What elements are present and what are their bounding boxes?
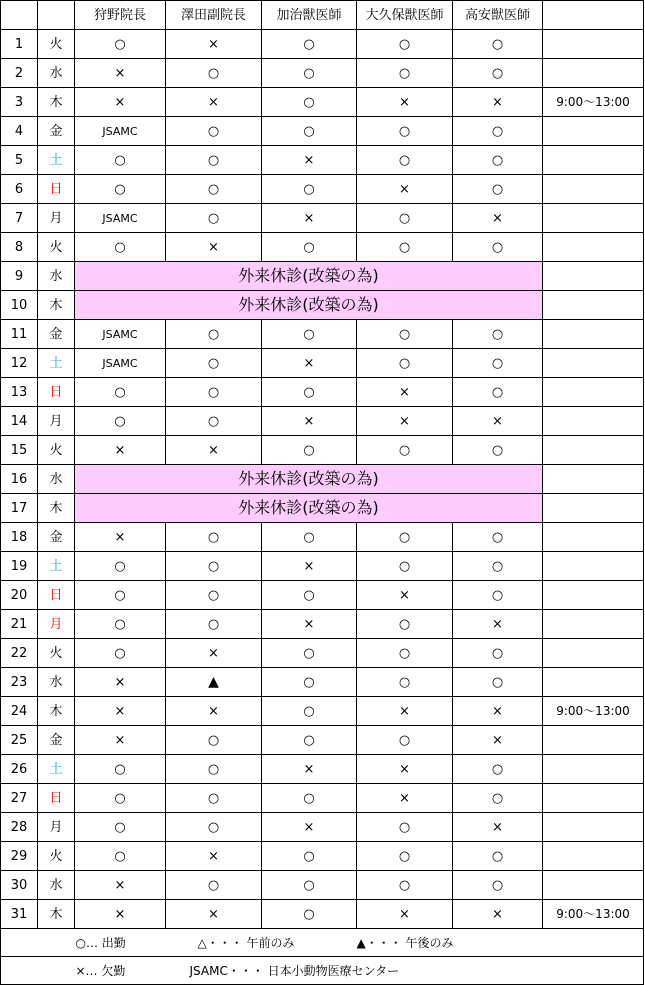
weekday-cell: 木 (38, 88, 75, 117)
date-cell: 15 (1, 436, 38, 465)
day-row (1, 204, 644, 233)
status-cell: ○ (357, 30, 453, 59)
status-cell: ○ (262, 726, 357, 755)
date-cell: 22 (1, 639, 38, 668)
note-cell (543, 436, 644, 465)
date-cell: 1 (1, 30, 38, 59)
header-kaji: 加治獣医師 (262, 1, 357, 30)
status-cell: ○ (357, 523, 453, 552)
header-sawada: 澤田副院長 (166, 1, 262, 30)
date-cell: 3 (1, 88, 38, 117)
closed-notice: 外来休診(改築の為) (75, 494, 543, 523)
note-cell (543, 465, 644, 494)
status-cell: × (75, 668, 166, 697)
weekday-cell: 火 (38, 842, 75, 871)
day-row (1, 726, 644, 755)
status-cell: × (166, 436, 262, 465)
weekday-cell: 木 (38, 697, 75, 726)
status-cell: × (166, 233, 262, 262)
date-cell: 30 (1, 871, 38, 900)
weekday-cell: 日 (38, 784, 75, 813)
status-cell: ○ (453, 30, 543, 59)
day-row (1, 146, 644, 175)
status-cell: ○ (262, 581, 357, 610)
header-note-cell (543, 1, 644, 30)
status-cell: ○ (262, 233, 357, 262)
status-cell: ○ (75, 784, 166, 813)
weekday-cell: 月 (38, 204, 75, 233)
status-cell: JSAMC (75, 320, 166, 349)
weekday-cell: 金 (38, 320, 75, 349)
header-weekday-cell (38, 1, 75, 30)
weekday-cell: 月 (38, 407, 75, 436)
status-cell: ○ (166, 117, 262, 146)
status-cell: ○ (166, 204, 262, 233)
date-cell: 27 (1, 784, 38, 813)
status-cell: ○ (166, 871, 262, 900)
note-cell (543, 407, 644, 436)
status-cell: ○ (453, 755, 543, 784)
status-cell: JSAMC (75, 117, 166, 146)
note-cell: 9:00～13:00 (543, 697, 644, 726)
note-cell (543, 784, 644, 813)
weekday-cell: 金 (38, 117, 75, 146)
status-cell: ○ (453, 349, 543, 378)
status-cell: × (262, 755, 357, 784)
date-cell: 5 (1, 146, 38, 175)
weekday-cell: 水 (38, 465, 75, 494)
date-cell: 12 (1, 349, 38, 378)
status-cell: × (357, 407, 453, 436)
status-cell: ○ (262, 900, 357, 929)
note-cell (543, 233, 644, 262)
status-cell: ○ (166, 552, 262, 581)
day-row (1, 871, 644, 900)
weekday-cell: 木 (38, 900, 75, 929)
weekday-cell: 火 (38, 233, 75, 262)
weekday-cell: 金 (38, 523, 75, 552)
status-cell: × (75, 436, 166, 465)
status-cell: ○ (357, 871, 453, 900)
status-cell: ○ (453, 59, 543, 88)
status-cell: ○ (453, 175, 543, 204)
note-cell (543, 494, 644, 523)
status-cell: ○ (262, 668, 357, 697)
note-cell (543, 30, 644, 59)
note-cell (543, 610, 644, 639)
date-cell: 19 (1, 552, 38, 581)
date-cell: 28 (1, 813, 38, 842)
status-cell: ○ (453, 233, 543, 262)
status-cell: JSAMC (75, 204, 166, 233)
note-cell (543, 668, 644, 697)
status-cell: ○ (262, 117, 357, 146)
status-cell: ○ (75, 755, 166, 784)
status-cell: × (166, 842, 262, 871)
day-row (1, 813, 644, 842)
weekday-cell: 月 (38, 813, 75, 842)
day-row (1, 30, 644, 59)
weekday-cell: 土 (38, 755, 75, 784)
legend-spacer-end (543, 957, 644, 985)
status-cell: ○ (166, 610, 262, 639)
note-cell (543, 581, 644, 610)
note-cell (543, 755, 644, 784)
status-cell: ○ (262, 639, 357, 668)
header-okubo: 大久保獣医師 (357, 1, 453, 30)
status-cell: ○ (262, 784, 357, 813)
note-cell (543, 320, 644, 349)
status-cell: ○ (357, 639, 453, 668)
note-cell (543, 871, 644, 900)
weekday-cell: 水 (38, 262, 75, 291)
status-cell: ○ (357, 59, 453, 88)
status-cell: ○ (453, 639, 543, 668)
day-row (1, 320, 644, 349)
status-cell: ○ (357, 204, 453, 233)
status-cell: × (166, 30, 262, 59)
weekday-cell: 水 (38, 668, 75, 697)
status-cell: × (453, 900, 543, 929)
status-cell: ○ (262, 523, 357, 552)
status-cell: ○ (75, 233, 166, 262)
weekday-cell: 水 (38, 871, 75, 900)
legend-jsamc: JSAMC・・・ 日本小動物医療センター (166, 957, 543, 985)
status-cell: ○ (357, 320, 453, 349)
day-row (1, 552, 644, 581)
status-cell: ○ (357, 349, 453, 378)
date-cell: 29 (1, 842, 38, 871)
status-cell: × (75, 523, 166, 552)
status-cell: × (357, 900, 453, 929)
status-cell: ○ (262, 320, 357, 349)
legend-spacer-end (543, 929, 644, 957)
status-cell: × (357, 581, 453, 610)
note-cell (543, 842, 644, 871)
note-cell (543, 378, 644, 407)
status-cell: ○ (166, 349, 262, 378)
status-cell: ○ (166, 146, 262, 175)
date-cell: 16 (1, 465, 38, 494)
date-cell: 6 (1, 175, 38, 204)
status-cell: ○ (357, 610, 453, 639)
day-row (1, 378, 644, 407)
status-cell: × (166, 697, 262, 726)
day-row (1, 59, 644, 88)
status-cell: ○ (75, 175, 166, 204)
note-cell (543, 349, 644, 378)
status-cell: ○ (166, 523, 262, 552)
status-cell: × (262, 349, 357, 378)
status-cell: ○ (166, 813, 262, 842)
status-cell: × (262, 146, 357, 175)
status-cell: × (262, 813, 357, 842)
status-cell: × (166, 900, 262, 929)
status-cell: ○ (75, 552, 166, 581)
note-cell (543, 117, 644, 146)
date-cell: 10 (1, 291, 38, 320)
status-cell: ○ (453, 117, 543, 146)
status-cell: ○ (453, 871, 543, 900)
header-kano: 狩野院長 (75, 1, 166, 30)
status-cell: ○ (166, 726, 262, 755)
status-cell: ○ (262, 436, 357, 465)
status-cell: ○ (357, 233, 453, 262)
status-cell: ○ (75, 30, 166, 59)
status-cell: ○ (166, 407, 262, 436)
note-cell (543, 813, 644, 842)
date-cell: 24 (1, 697, 38, 726)
status-cell: × (166, 639, 262, 668)
date-cell: 9 (1, 262, 38, 291)
status-cell: ○ (453, 668, 543, 697)
date-cell: 25 (1, 726, 38, 755)
status-cell: × (453, 610, 543, 639)
weekday-cell: 金 (38, 726, 75, 755)
day-row (1, 291, 644, 320)
day-row (1, 842, 644, 871)
status-cell: ○ (166, 175, 262, 204)
note-cell (543, 204, 644, 233)
status-cell: ○ (453, 523, 543, 552)
weekday-cell: 日 (38, 378, 75, 407)
status-cell: × (75, 697, 166, 726)
status-cell: × (262, 552, 357, 581)
day-row (1, 755, 644, 784)
status-cell: × (453, 726, 543, 755)
status-cell: × (453, 697, 543, 726)
status-cell: × (453, 407, 543, 436)
status-cell: × (357, 378, 453, 407)
legend-spacer (1, 929, 38, 957)
header-date-cell (1, 1, 38, 30)
status-cell: × (453, 813, 543, 842)
status-cell: ○ (75, 378, 166, 407)
note-cell (543, 175, 644, 204)
status-cell: × (357, 755, 453, 784)
status-cell: ○ (166, 59, 262, 88)
date-cell: 11 (1, 320, 38, 349)
note-cell: 9:00～13:00 (543, 900, 644, 929)
status-cell: ○ (166, 320, 262, 349)
date-cell: 21 (1, 610, 38, 639)
status-cell: × (453, 88, 543, 117)
status-cell: ○ (262, 175, 357, 204)
status-cell: ○ (262, 842, 357, 871)
status-cell: × (357, 175, 453, 204)
legend-row-1 (1, 929, 644, 957)
day-row (1, 900, 644, 929)
date-cell: 31 (1, 900, 38, 929)
legend-spacer (1, 957, 38, 985)
day-row (1, 581, 644, 610)
day-row (1, 465, 644, 494)
status-cell: ○ (262, 30, 357, 59)
status-cell: ○ (453, 320, 543, 349)
day-row (1, 610, 644, 639)
status-cell: ○ (357, 552, 453, 581)
status-cell: ○ (357, 146, 453, 175)
status-cell: × (262, 407, 357, 436)
day-row (1, 349, 644, 378)
status-cell: ○ (75, 639, 166, 668)
status-cell: ○ (75, 610, 166, 639)
weekday-cell: 土 (38, 349, 75, 378)
date-cell: 8 (1, 233, 38, 262)
legend-absent: ×… 欠勤 (38, 957, 166, 985)
date-cell: 23 (1, 668, 38, 697)
note-cell (543, 262, 644, 291)
status-cell: ○ (453, 784, 543, 813)
date-cell: 17 (1, 494, 38, 523)
status-cell: ○ (262, 88, 357, 117)
note-cell (543, 59, 644, 88)
status-cell: × (357, 697, 453, 726)
status-cell: ○ (262, 378, 357, 407)
status-cell: × (75, 88, 166, 117)
note-cell (543, 726, 644, 755)
status-cell: ○ (453, 146, 543, 175)
day-row (1, 436, 644, 465)
legend-row-2 (1, 957, 644, 985)
header-row (1, 1, 644, 30)
legend-attend: ○… 出勤 (38, 929, 166, 957)
status-cell: ○ (357, 726, 453, 755)
status-cell: ▲ (166, 668, 262, 697)
note-cell (543, 146, 644, 175)
status-cell: × (75, 59, 166, 88)
status-cell: ○ (75, 813, 166, 842)
day-row (1, 494, 644, 523)
weekday-cell: 土 (38, 146, 75, 175)
date-cell: 2 (1, 59, 38, 88)
weekday-cell: 火 (38, 30, 75, 59)
note-cell: 9:00～13:00 (543, 88, 644, 117)
date-cell: 18 (1, 523, 38, 552)
status-cell: × (75, 871, 166, 900)
status-cell: × (166, 88, 262, 117)
closed-notice: 外来休診(改築の為) (75, 465, 543, 494)
status-cell: ○ (453, 581, 543, 610)
status-cell: ○ (453, 436, 543, 465)
status-cell: ○ (453, 552, 543, 581)
status-cell: × (357, 784, 453, 813)
day-row (1, 668, 644, 697)
status-cell: × (453, 204, 543, 233)
closed-notice: 外来休診(改築の為) (75, 262, 543, 291)
day-row (1, 117, 644, 146)
weekday-cell: 木 (38, 494, 75, 523)
weekday-cell: 日 (38, 581, 75, 610)
day-row (1, 233, 644, 262)
status-cell: ○ (357, 813, 453, 842)
status-cell: ○ (262, 59, 357, 88)
status-cell: ○ (357, 668, 453, 697)
date-cell: 26 (1, 755, 38, 784)
status-cell: ○ (75, 146, 166, 175)
note-cell (543, 291, 644, 320)
status-cell: ○ (262, 697, 357, 726)
date-cell: 20 (1, 581, 38, 610)
date-cell: 4 (1, 117, 38, 146)
weekday-cell: 水 (38, 59, 75, 88)
day-row (1, 697, 644, 726)
status-cell: ○ (453, 378, 543, 407)
weekday-cell: 火 (38, 639, 75, 668)
weekday-cell: 月 (38, 610, 75, 639)
status-cell: ○ (166, 581, 262, 610)
day-row (1, 523, 644, 552)
weekday-cell: 木 (38, 291, 75, 320)
status-cell: ○ (262, 871, 357, 900)
day-row (1, 262, 644, 291)
weekday-cell: 日 (38, 175, 75, 204)
day-row (1, 175, 644, 204)
status-cell: ○ (453, 842, 543, 871)
note-cell (543, 639, 644, 668)
legend-am-only: △・・・ 午前のみ (166, 929, 357, 957)
status-cell: × (75, 900, 166, 929)
legend-pm-only: ▲・・・ 午後のみ (357, 929, 543, 957)
weekday-cell: 火 (38, 436, 75, 465)
day-row (1, 784, 644, 813)
weekday-cell: 土 (38, 552, 75, 581)
status-cell: ○ (357, 842, 453, 871)
status-cell: JSAMC (75, 349, 166, 378)
status-cell: ○ (75, 581, 166, 610)
note-cell (543, 523, 644, 552)
date-cell: 7 (1, 204, 38, 233)
day-row (1, 639, 644, 668)
status-cell: ○ (75, 407, 166, 436)
header-takayasu: 高安獣医師 (453, 1, 543, 30)
status-cell: × (75, 726, 166, 755)
note-cell (543, 552, 644, 581)
status-cell: ○ (357, 117, 453, 146)
status-cell: × (262, 204, 357, 233)
status-cell: × (357, 88, 453, 117)
status-cell: ○ (166, 755, 262, 784)
status-cell: ○ (166, 378, 262, 407)
day-row (1, 88, 644, 117)
closed-notice: 外来休診(改築の為) (75, 291, 543, 320)
status-cell: ○ (357, 436, 453, 465)
date-cell: 13 (1, 378, 38, 407)
status-cell: × (262, 610, 357, 639)
day-row (1, 407, 644, 436)
status-cell: ○ (75, 842, 166, 871)
date-cell: 14 (1, 407, 38, 436)
status-cell: ○ (166, 784, 262, 813)
